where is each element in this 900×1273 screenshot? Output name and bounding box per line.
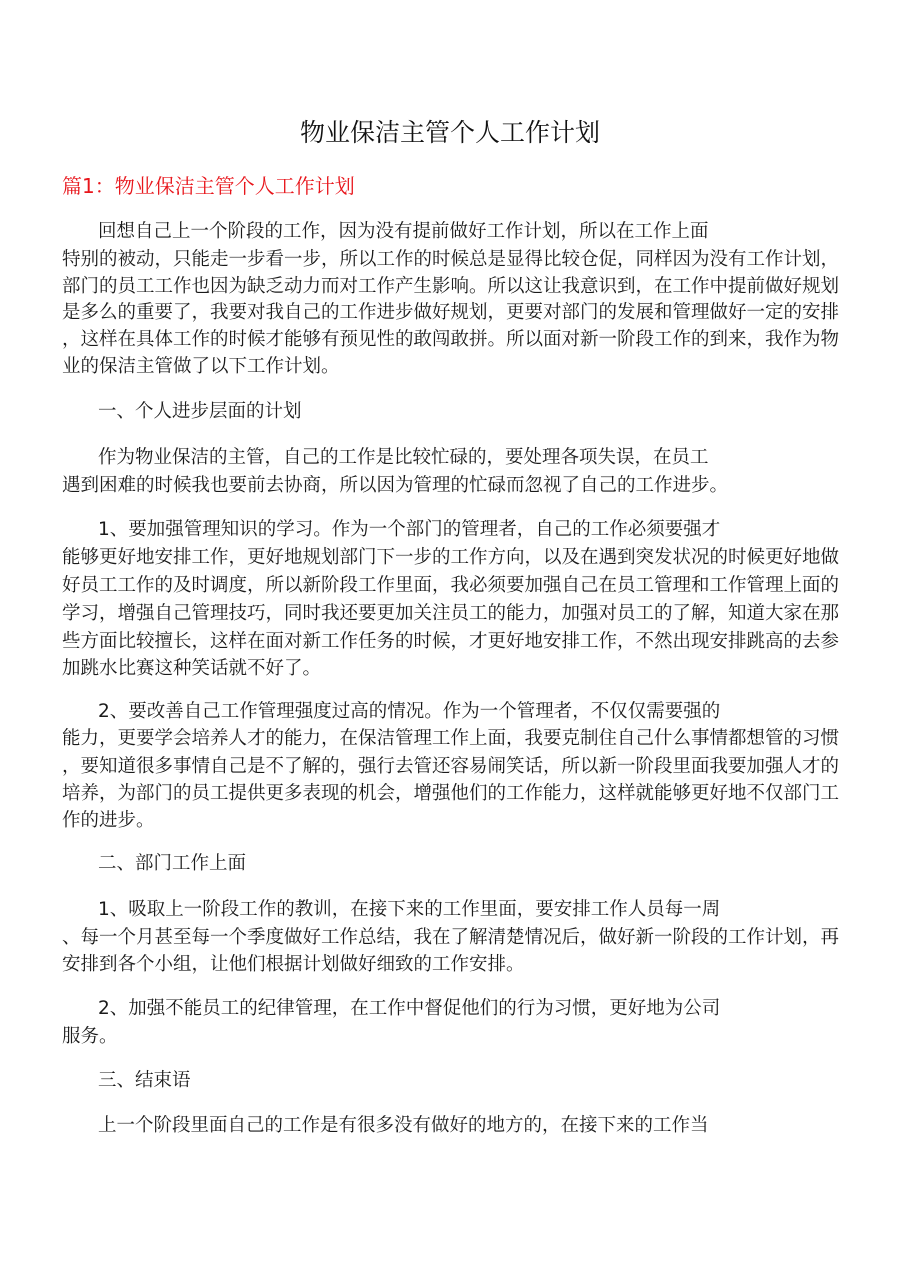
- paragraph-line: 些方面比较擅长，这样在面对新工作任务的时候，才更好地安排工作，不然出现安排跳高的去参: [62, 631, 840, 652]
- paragraph-line: 回想自己上一个阶段的工作，因为没有提前做好工作计划，所以在工作上面: [98, 221, 709, 242]
- paragraph-line: 1、吸取上一阶段工作的教训，在接下来的工作里面，要安排工作人员每一周: [98, 899, 721, 920]
- paragraph-line: 安排到各个小组，让他们根据计划做好细致的工作安排。: [62, 954, 525, 975]
- paragraph-line: 好员工工作的及时调度，所以新阶段工作里面，我必须要加强自己在员工管理和工作管理上面的: [62, 575, 840, 596]
- paragraph-line: 1、要加强管理知识的学习。作为一个部门的管理者，自己的工作必须要强才: [98, 519, 721, 540]
- section-subtitle: 篇1：物业保洁主管个人工作计划: [62, 174, 355, 198]
- document-title: 物业保洁主管个人工作计划: [299, 118, 600, 147]
- paragraph-line: ，要知道很多事情自己是不了解的，强行去管还容易闹笑话，所以新一阶段里面我要加强人才的: [62, 756, 840, 777]
- paragraph-line: 2、要改善自己工作管理强度过高的情况。作为一个管理者，不仅仅需要强的: [98, 701, 721, 722]
- paragraph-line: 学习，增强自己管理技巧，同时我还要更加关注员工的能力，加强对员工的了解，知道大家在那: [62, 603, 840, 624]
- paragraph-line: 是多么的重要了，我要对我自己的工作进步做好规划，更要对部门的发展和管理做好一定的安排: [62, 302, 840, 323]
- paragraph-line: 作的进步。: [62, 810, 155, 831]
- paragraph-line: 培养，为部门的员工提供更多表现的机会，增强他们的工作能力，这样就能够更好地不仅部门工: [62, 783, 840, 804]
- paragraph-line: 服务。: [62, 1026, 118, 1047]
- paragraph-line: 特别的被动，只能走一步看一步，所以工作的时候总是显得比较仓促，同样因为没有工作计划，: [62, 249, 840, 270]
- paragraph-line: 遇到困难的时候我也要前去协商，所以因为管理的忙碌而忽视了自己的工作进步。: [62, 475, 729, 496]
- paragraph-line: 能够更好地安排工作，更好地规划部门下一步的工作方向，以及在遇到突发状况的时候更好地做: [62, 547, 840, 568]
- paragraph-line: 加跳水比赛这种笑话就不好了。: [62, 658, 322, 679]
- paragraph-line: 、每一个月甚至每一个季度做好工作总结，我在了解清楚情况后，做好新一阶段的工作计划，再: [62, 927, 840, 948]
- section-heading: 二、部门工作上面: [98, 853, 247, 874]
- paragraph-line: 2、加强不能员工的纪律管理，在工作中督促他们的行为习惯，更好地为公司: [98, 998, 721, 1019]
- section-heading: 一、个人进步层面的计划: [98, 401, 302, 422]
- paragraph-line: 能力，更要学会培养人才的能力，在保洁管理工作上面，我要克制住自己什么事情都想管的习惯: [62, 728, 840, 749]
- paragraph-line: 作为物业保洁的主管，自己的工作是比较忙碌的，要处理各项失误，在员工: [98, 447, 709, 468]
- paragraph-line: 部门的员工工作也因为缺乏动力而对工作产生影响。所以这让我意识到，在工作中提前做好规划: [62, 276, 840, 297]
- section-heading: 三、结束语: [98, 1070, 191, 1091]
- paragraph-line: 上一个阶段里面自己的工作是有很多没有做好的地方的，在接下来的工作当: [98, 1115, 709, 1136]
- paragraph-line: 业的保洁主管做了以下工作计划。: [62, 356, 340, 377]
- paragraph-line: ，这样在具体工作的时候才能够有预见性的敢闯敢拼。所以面对新一阶段工作的到来，我作为物: [62, 329, 840, 350]
